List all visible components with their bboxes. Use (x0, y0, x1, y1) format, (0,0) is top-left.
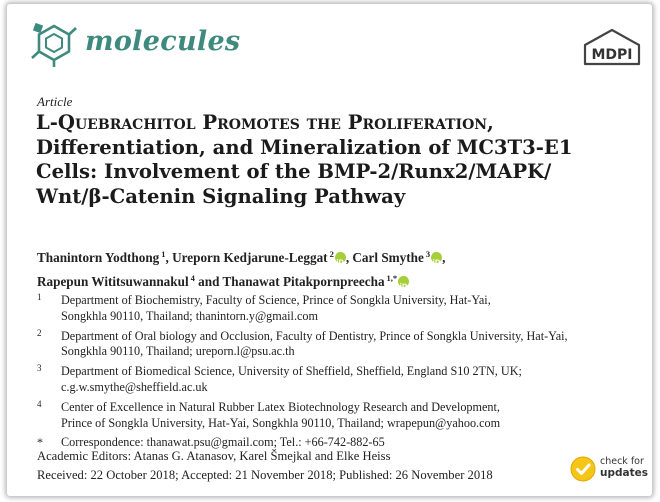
affiliation-number: 2 (37, 327, 42, 338)
title-line: Differentiation, and Mineralization of MC3T3-E1 (36, 135, 573, 159)
affiliation-item (37, 364, 637, 396)
affiliation-text: Songkhla 90110, Thailand; thanintorn.y@gmail.com (61, 308, 318, 323)
check-updates-icon (570, 456, 596, 482)
affiliation-number: 1 (37, 292, 42, 302)
affiliation-text: Department of Oral biology and Occlusion, Faculty of Dentistry, Prince of Songkla University, Hat-Yai, (61, 328, 568, 343)
orcid-icon[interactable] (431, 252, 442, 263)
author-separator: , (442, 250, 446, 265)
author-list (37, 244, 637, 292)
author-affil-mark: 3 (425, 249, 431, 259)
orcid-icon[interactable] (335, 252, 346, 263)
author-line (37, 244, 637, 268)
author-name[interactable]: Thanawat Pitakpornpreecha (222, 274, 385, 289)
affiliation-item (37, 329, 637, 361)
check-for-updates-badge[interactable] (570, 451, 650, 491)
author-affil-mark: 1,* (386, 273, 398, 283)
affiliation-text: Songkhla 90110, Thailand; ureporn.l@psu.ac.th (61, 344, 295, 359)
author-separator: , (345, 250, 353, 265)
affiliation-text: c.g.w.smythe@sheffield.ac.uk (61, 379, 208, 394)
title-line: Wnt/β-Catenin Signaling Pathway (36, 184, 406, 208)
check-updates-label: updates (600, 467, 648, 479)
publisher-name: MDPI (591, 47, 633, 63)
correspondence-text: Correspondence: thanawat.psu@gmail.com; Tel.: +66-742-882-65 (61, 435, 385, 450)
mdpi-logo (581, 28, 643, 66)
author-affil-mark: 4 (190, 273, 195, 283)
journal-name: molecules (85, 26, 241, 57)
affiliation-number: 3 (37, 363, 42, 374)
author-separator: and (194, 274, 223, 289)
academic-editors: Academic Editors: Atanas G. Atanasov, Karel Šmejkal and Elke Heiss (37, 449, 391, 463)
author-name[interactable]: Rapepun Wititsuwannakul (37, 274, 189, 289)
article-type: Article (37, 94, 73, 109)
affiliation-text: Center of Excellence in Natural Rubber Latex Biotechnology Research and Development, (61, 399, 500, 414)
author-name[interactable]: Carl Smythe (352, 250, 424, 265)
affiliation-text: Department of Biomedical Science, University of Sheffield, Sheffield, England S10 2TN, UK; (61, 364, 522, 379)
affiliation-text: Department of Biochemistry, Faculty of Science, Prince of Songkla University, Hat-Yai, (61, 293, 491, 307)
author-affil-mark: 2 (329, 249, 334, 259)
article-title (36, 111, 626, 209)
affiliation-list (37, 293, 637, 455)
affiliation-item (37, 400, 637, 432)
title-line: Cells: Involvement of the BMP-2/Runx2/MAPK/ (36, 160, 552, 183)
publication-dates: Received: 22 October 2018; Accepted: 21 November 2018; Published: 26 November 2018 (37, 468, 493, 482)
molecules-logo-icon (29, 22, 79, 68)
affiliation-number: 4 (37, 398, 42, 409)
author-affil-mark: 1 (161, 249, 166, 259)
orcid-icon[interactable] (398, 276, 409, 287)
title-line: L-Quebrachitol Promotes the Proliferation, (36, 111, 494, 134)
author-separator: , (165, 250, 173, 265)
correspondence-mark: * (37, 435, 43, 450)
check-updates-label: check for (600, 456, 644, 467)
author-name[interactable]: Thanintorn Yodthong (37, 250, 160, 265)
author-name[interactable]: Ureporn Kedjarune-Leggat (172, 250, 328, 265)
affiliation-item (37, 293, 637, 325)
paper-page (7, 4, 652, 496)
affiliation-text: Prince of Songkla University, Hat-Yai, Songkhla 90110, Thailand; wrapepun@yahoo.com (61, 415, 501, 430)
